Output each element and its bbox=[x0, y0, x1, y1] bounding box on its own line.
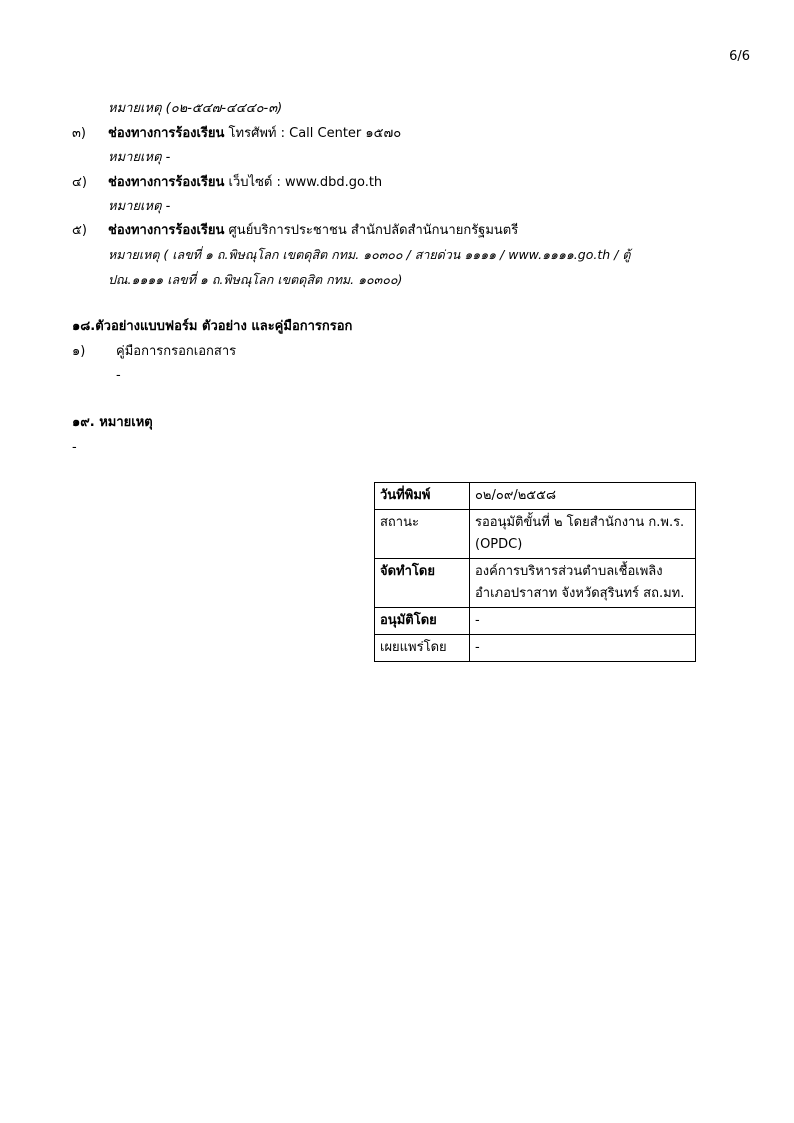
channel-5-note-line-1: หมายเหตุ ( เลขที่ ๑ ถ.พิษณุโลก เขตดุสิต กทม. ๑๐๓๐๐ / สายด่วน ๑๑๑๑ / www.๑๑๑๑.go.th / ตู้ bbox=[108, 247, 631, 262]
channel-3-note: หมายเหตุ - bbox=[108, 150, 171, 165]
channel-3-detail: โทรศัพท์ : Call Center ๑๕๗๐ bbox=[224, 126, 402, 141]
channel-4-number: ๔) bbox=[72, 175, 87, 190]
prepared-by-key: จัดทำโดย bbox=[375, 559, 470, 608]
status-key: สถานะ bbox=[375, 510, 470, 559]
section-19-heading: ๑๙. หมายเหตุ bbox=[72, 415, 153, 430]
table-row bbox=[375, 635, 696, 662]
approved-by-key: อนุมัติโดย bbox=[375, 608, 470, 635]
channel-2-note: หมายเหตุ (๐๒-๕๔๗-๔๔๔๐-๓) bbox=[108, 101, 283, 116]
section-18-item-number: ๑) bbox=[72, 344, 86, 359]
channel-5-number: ๕) bbox=[72, 223, 87, 238]
channel-4-label: ช่องทางการร้องเรียน bbox=[108, 175, 225, 190]
table-row bbox=[375, 559, 696, 608]
table-row bbox=[375, 483, 696, 510]
print-date-value: ๐๒/๐๙/๒๕๕๘ bbox=[470, 483, 696, 510]
channel-4-line bbox=[108, 174, 382, 192]
section-18-item-value: - bbox=[116, 368, 121, 383]
published-by-key: เผยแพร่โดย bbox=[375, 635, 470, 662]
status-value: รออนุมัติขั้นที่ ๒ โดยสำนักงาน ก.พ.ร. (OPDC) bbox=[470, 510, 696, 559]
document-meta-table bbox=[374, 482, 696, 662]
table-row bbox=[375, 510, 696, 559]
page-number: 6/6 bbox=[729, 49, 750, 64]
channel-5-label: ช่องทางการร้องเรียน bbox=[108, 223, 225, 238]
table-row bbox=[375, 608, 696, 635]
approved-by-value: - bbox=[470, 608, 696, 635]
prepared-by-value: องค์การบริหารส่วนตำบลเชื้อเพลิง อำเภอปราสาท จังหวัดสุรินทร์ สถ.มท. bbox=[470, 559, 696, 608]
section-19-value: - bbox=[72, 440, 77, 455]
channel-5-line bbox=[108, 222, 518, 240]
channel-3-line bbox=[108, 125, 401, 143]
channel-3-label: ช่องทางการร้องเรียน bbox=[108, 126, 225, 141]
published-by-value: - bbox=[470, 635, 696, 662]
channel-5-note-line-2: ปณ.๑๑๑๑ เลขที่ ๑ ถ.พิษณุโลก เขตดุสิต กทม. ๑๐๓๐๐) bbox=[108, 272, 403, 287]
section-18-heading: ๑๘.ตัวอย่างแบบฟอร์ม ตัวอย่าง และคู่มือการกรอก bbox=[72, 319, 353, 334]
channel-3-number: ๓) bbox=[72, 126, 86, 141]
print-date-key: วันที่พิมพ์ bbox=[375, 483, 470, 510]
channel-5-detail: ศูนย์บริการประชาชน สำนักปลัดสำนักนายกรัฐมนตรี bbox=[224, 223, 519, 238]
section-18-item-label: คู่มือการกรอกเอกสาร bbox=[116, 344, 237, 359]
channel-4-note: หมายเหตุ - bbox=[108, 199, 171, 214]
channel-4-detail: เว็บไซต์ : www.dbd.go.th bbox=[224, 175, 383, 190]
